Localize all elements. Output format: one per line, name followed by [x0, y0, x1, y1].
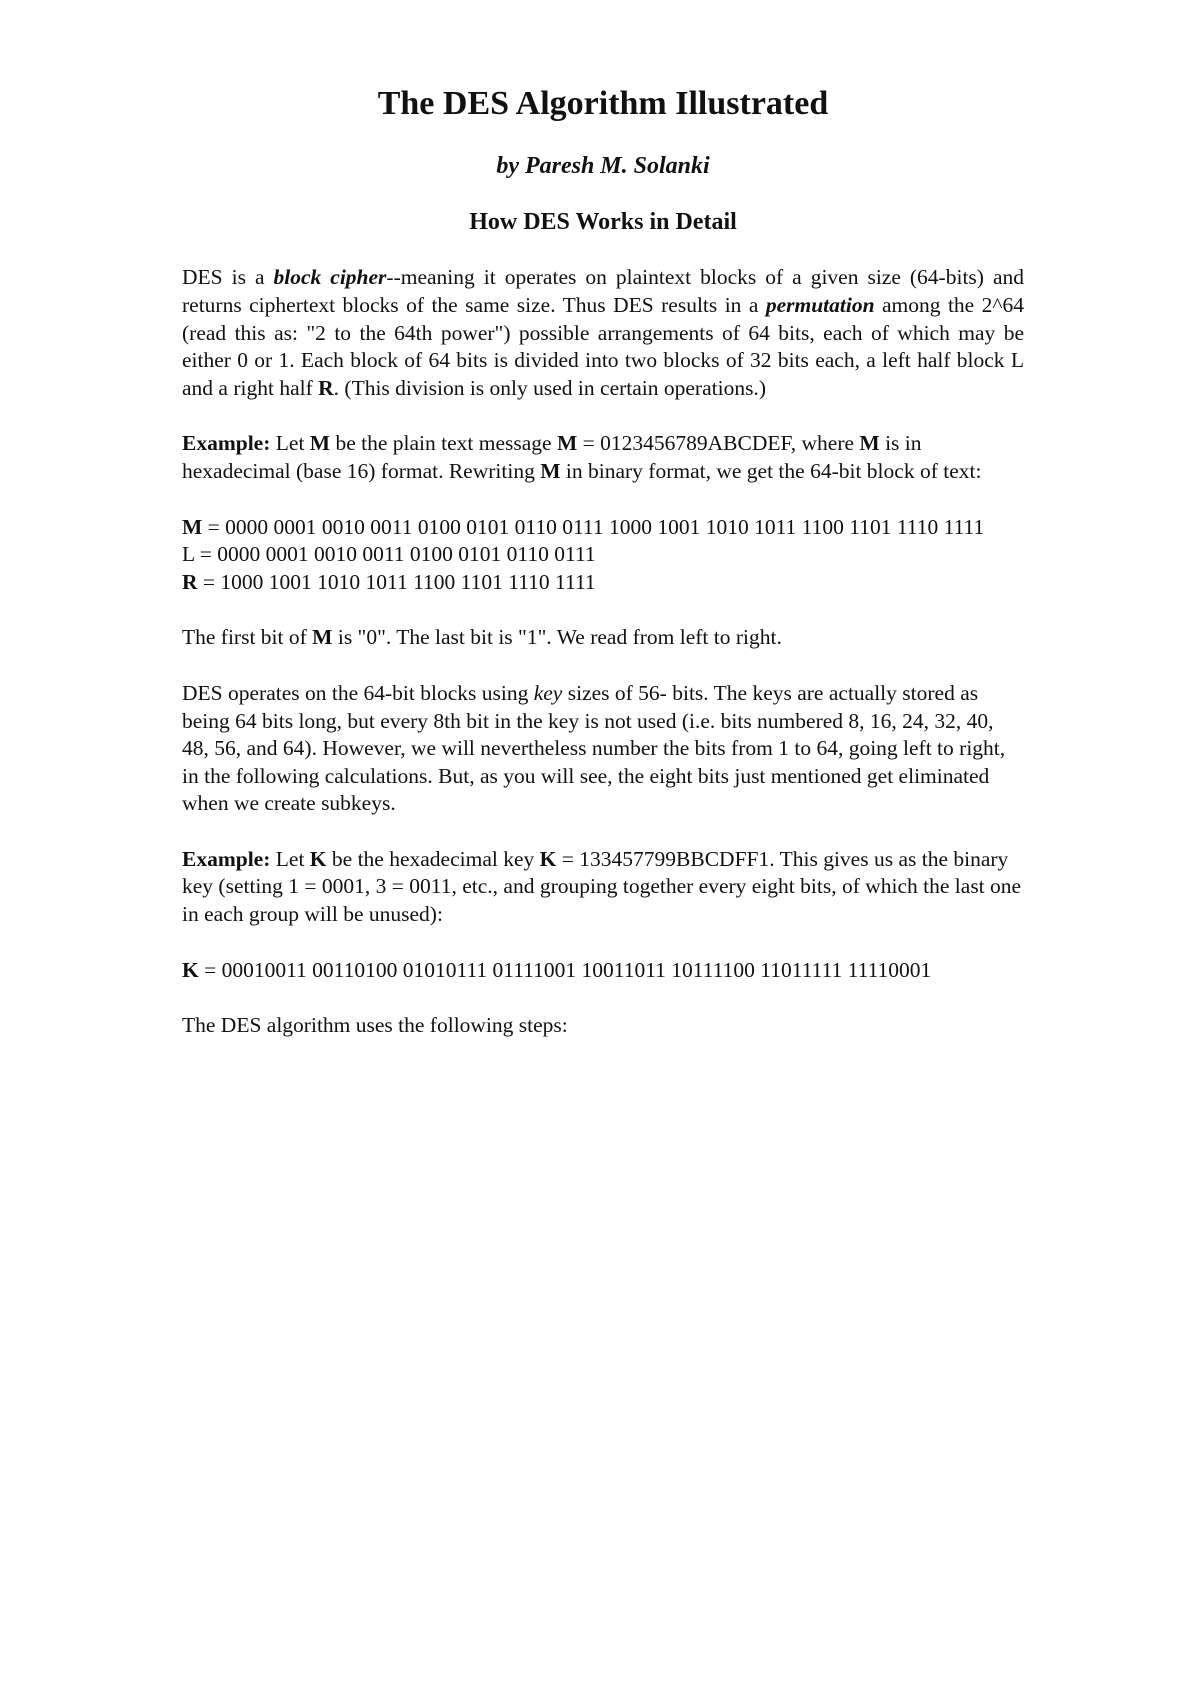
- example-label: Example:: [182, 431, 271, 456]
- term-permutation: permutation: [765, 292, 875, 317]
- binary-M-line: M = 0000 0001 0010 0011 0100 0101 0110 0111 1000 1001 1010 1011 1100 1101 1110 1111: [182, 514, 985, 539]
- first-bit-paragraph: The first bit of M is "0". The last bit is "1". We read from left to right.: [182, 625, 782, 650]
- page-title: The DES Algorithm Illustrated: [377, 85, 829, 122]
- intro-paragraph: DES is a block cipher--meaning it operates on plaintext blocks of a given size (64-bits) and returns ciphertext blocks of the same size. Thus DES results in a permutation among the 2^64 (read this as: "2 to the 64th power") possible arrangements of 64 bits, each of which may be either 0 or 1. Each block of 64 bits is divided into two blocks of 32 bits each, a left half block L and a right half R. (This division is only used in certain operations.): [182, 265, 1024, 400]
- binary-block: [182, 514, 1024, 597]
- binary-R-line: R = 1000 1001 1010 1011 1100 1101 1110 1111: [182, 569, 596, 594]
- section-heading: How DES Works in Detail: [469, 208, 737, 235]
- example-message-paragraph: Example: Let M be the plain text message M = 0123456789ABCDEF, where M is in hexadecimal (base 16) format. Rewriting M in binary format, we get the 64-bit block of text:: [182, 431, 982, 483]
- key-size-paragraph: DES operates on the 64-bit blocks using key sizes of 56- bits. The keys are actually stored as being 64 bits long, but every 8th bit in the key is not used (i.e. bits numbered 8, 16, 24, 32, 40, 48, 56, and 64). However, we will nevertheless number the bits from 1 to 64, going left to right, in the following calculations. But, as you will see, the eight bits just mentioned get eliminated when we create subkeys.: [182, 680, 1006, 816]
- term-key: key: [533, 680, 563, 705]
- example-label: Example:: [182, 846, 271, 871]
- author-line: by Paresh M. Solanki: [496, 152, 710, 179]
- steps-intro: The DES algorithm uses the following steps:: [182, 1013, 568, 1038]
- term-block-cipher: block cipher: [273, 265, 387, 290]
- binary-L-line: L = 0000 0001 0010 0011 0100 0101 0110 0111: [182, 542, 596, 567]
- binary-key-line: K = 00010011 00110100 01010111 01111001 10011011 10111100 11011111 11110001: [182, 957, 932, 982]
- example-key-paragraph: Example: Let K be the hexadecimal key K = 133457799BBCDFF1. This gives us as the binary key (setting 1 = 0001, 3 = 0011, etc., and grouping together every eight bits, of which the last one in each group will be unused):: [182, 846, 1022, 927]
